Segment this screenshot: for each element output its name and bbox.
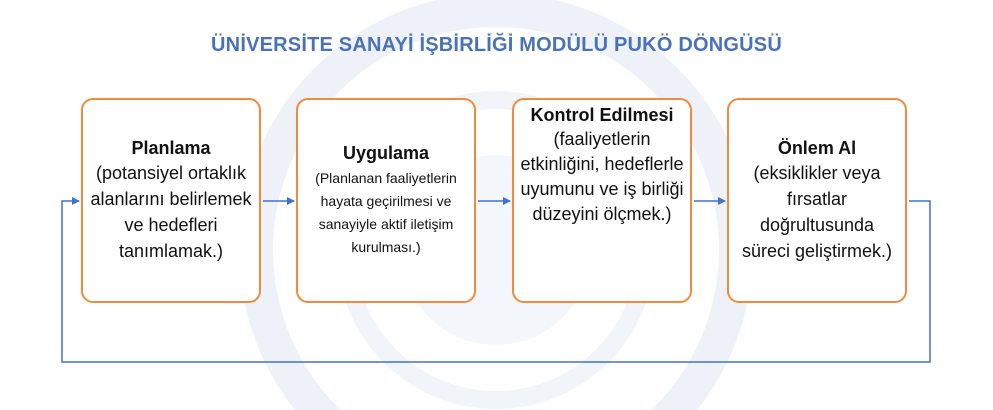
- step-kontrol-edilmesi: [512, 98, 692, 303]
- step-description: (faaliyetlerin etkinliğini, hedeflerle uyumunu ve iş birliği düzeyini ölçmek.): [520, 129, 684, 224]
- step-uygulama: [296, 98, 476, 303]
- step-title: Uygulama: [342, 143, 430, 163]
- step-planlama: [81, 98, 261, 303]
- step-title: Planlama: [131, 138, 211, 158]
- step-title: Kontrol Edilmesi: [530, 105, 674, 125]
- step-onlem-al: [727, 98, 907, 303]
- step-title: Önlem Al: [777, 138, 857, 158]
- step-description: (Planlanan faaliyetlerin hayata geçirilmesi ve sanayiyle aktif iletişim kurulması.): [315, 170, 457, 255]
- step-description: (potansiyel ortaklık alanlarını belirlemek ve hedefleri tanımlamak.): [90, 163, 252, 261]
- step-description: (eksiklikler veya fırsatlar doğrultusunda süreci geliştirmek.): [741, 163, 893, 261]
- diagram-title: ÜNİVERSİTE SANAYİ İŞBİRLİĞİ MODÜLÜ PUKÖ DÖNGÜSÜ: [211, 34, 782, 56]
